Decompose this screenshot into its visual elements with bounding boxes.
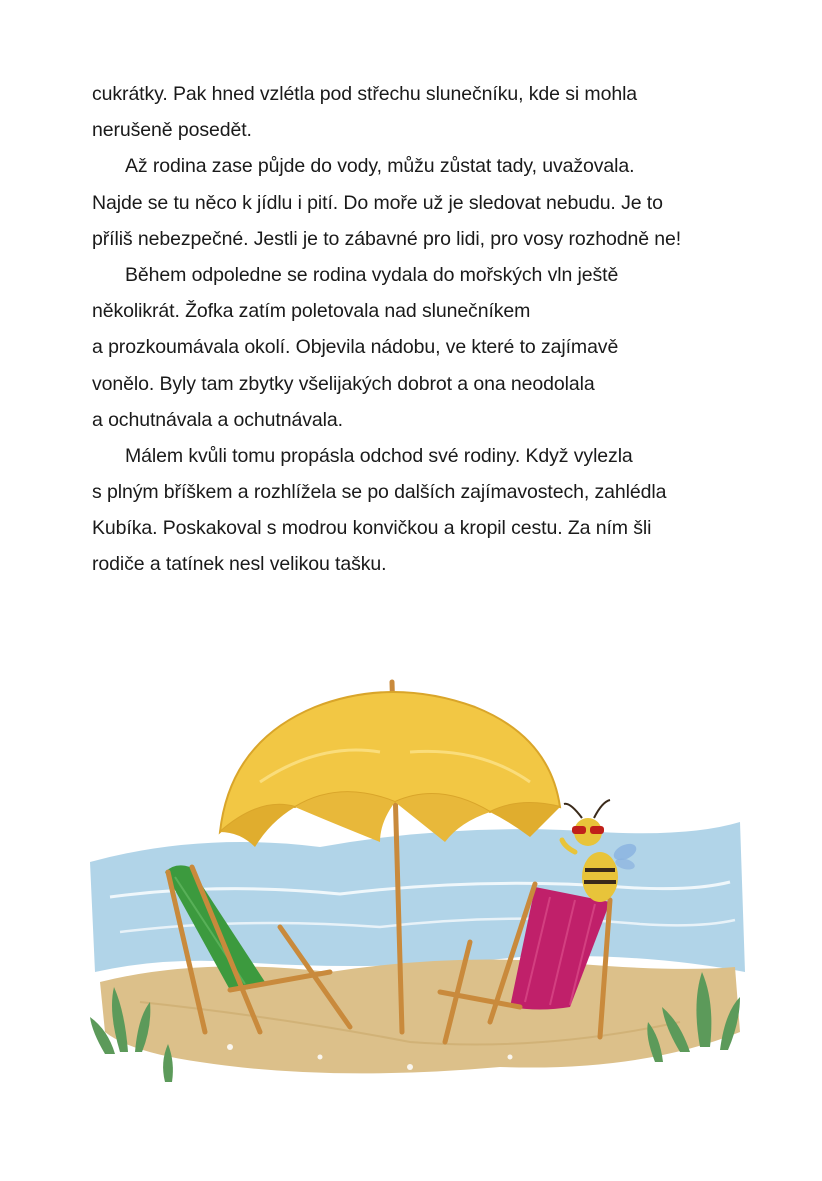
beach-illustration (80, 672, 750, 1092)
text-line: a ochutnávala a ochutnávala. (92, 408, 343, 431)
story-text (92, 76, 752, 583)
text-line: a prozkoumávala okolí. Objevila nádobu, ve které to zajímavě (92, 336, 619, 359)
umbrella (220, 692, 560, 847)
text-line: cukrátky. Pak hned vzlétla pod střechu slunečníku, kde si mohla (92, 83, 638, 105)
text-line: Během odpoledne se rodina vydala do mořských vln ještě (125, 263, 619, 286)
text-line: nerušeně posedět. (92, 119, 252, 142)
text-line: Najde se tu něco k jídlu i pití. Do moře už je sledovat nebudu. Je to (92, 191, 663, 214)
text-line: rodiče a tatínek nesl velikou tašku. (92, 553, 387, 576)
text-line: Kubíka. Poskakoval s modrou konvičkou a kropil cestu. Za ním šli (92, 517, 652, 540)
text-line: Až rodina zase půjde do vody, můžu zůstat tady, uvažovala. (125, 155, 635, 178)
text-line: s plným bříškem a rozhlížela se po dalších zajímavostech, zahlédla (92, 481, 667, 504)
sand (100, 960, 740, 1074)
text-line: vonělo. Byly tam zbytky všelijakých dobrot a ona neodolala (92, 372, 595, 395)
text-line: příliš nebezpečné. Jestli je to zábavné pro lidi, pro vosy rozhodně ne! (92, 227, 682, 250)
text-line: několikrát. Žofka zatím poletovala nad slunečníkem (92, 300, 531, 323)
text-line: Málem kvůli tomu propásla odchod své rodiny. Když vylezla (125, 444, 633, 467)
